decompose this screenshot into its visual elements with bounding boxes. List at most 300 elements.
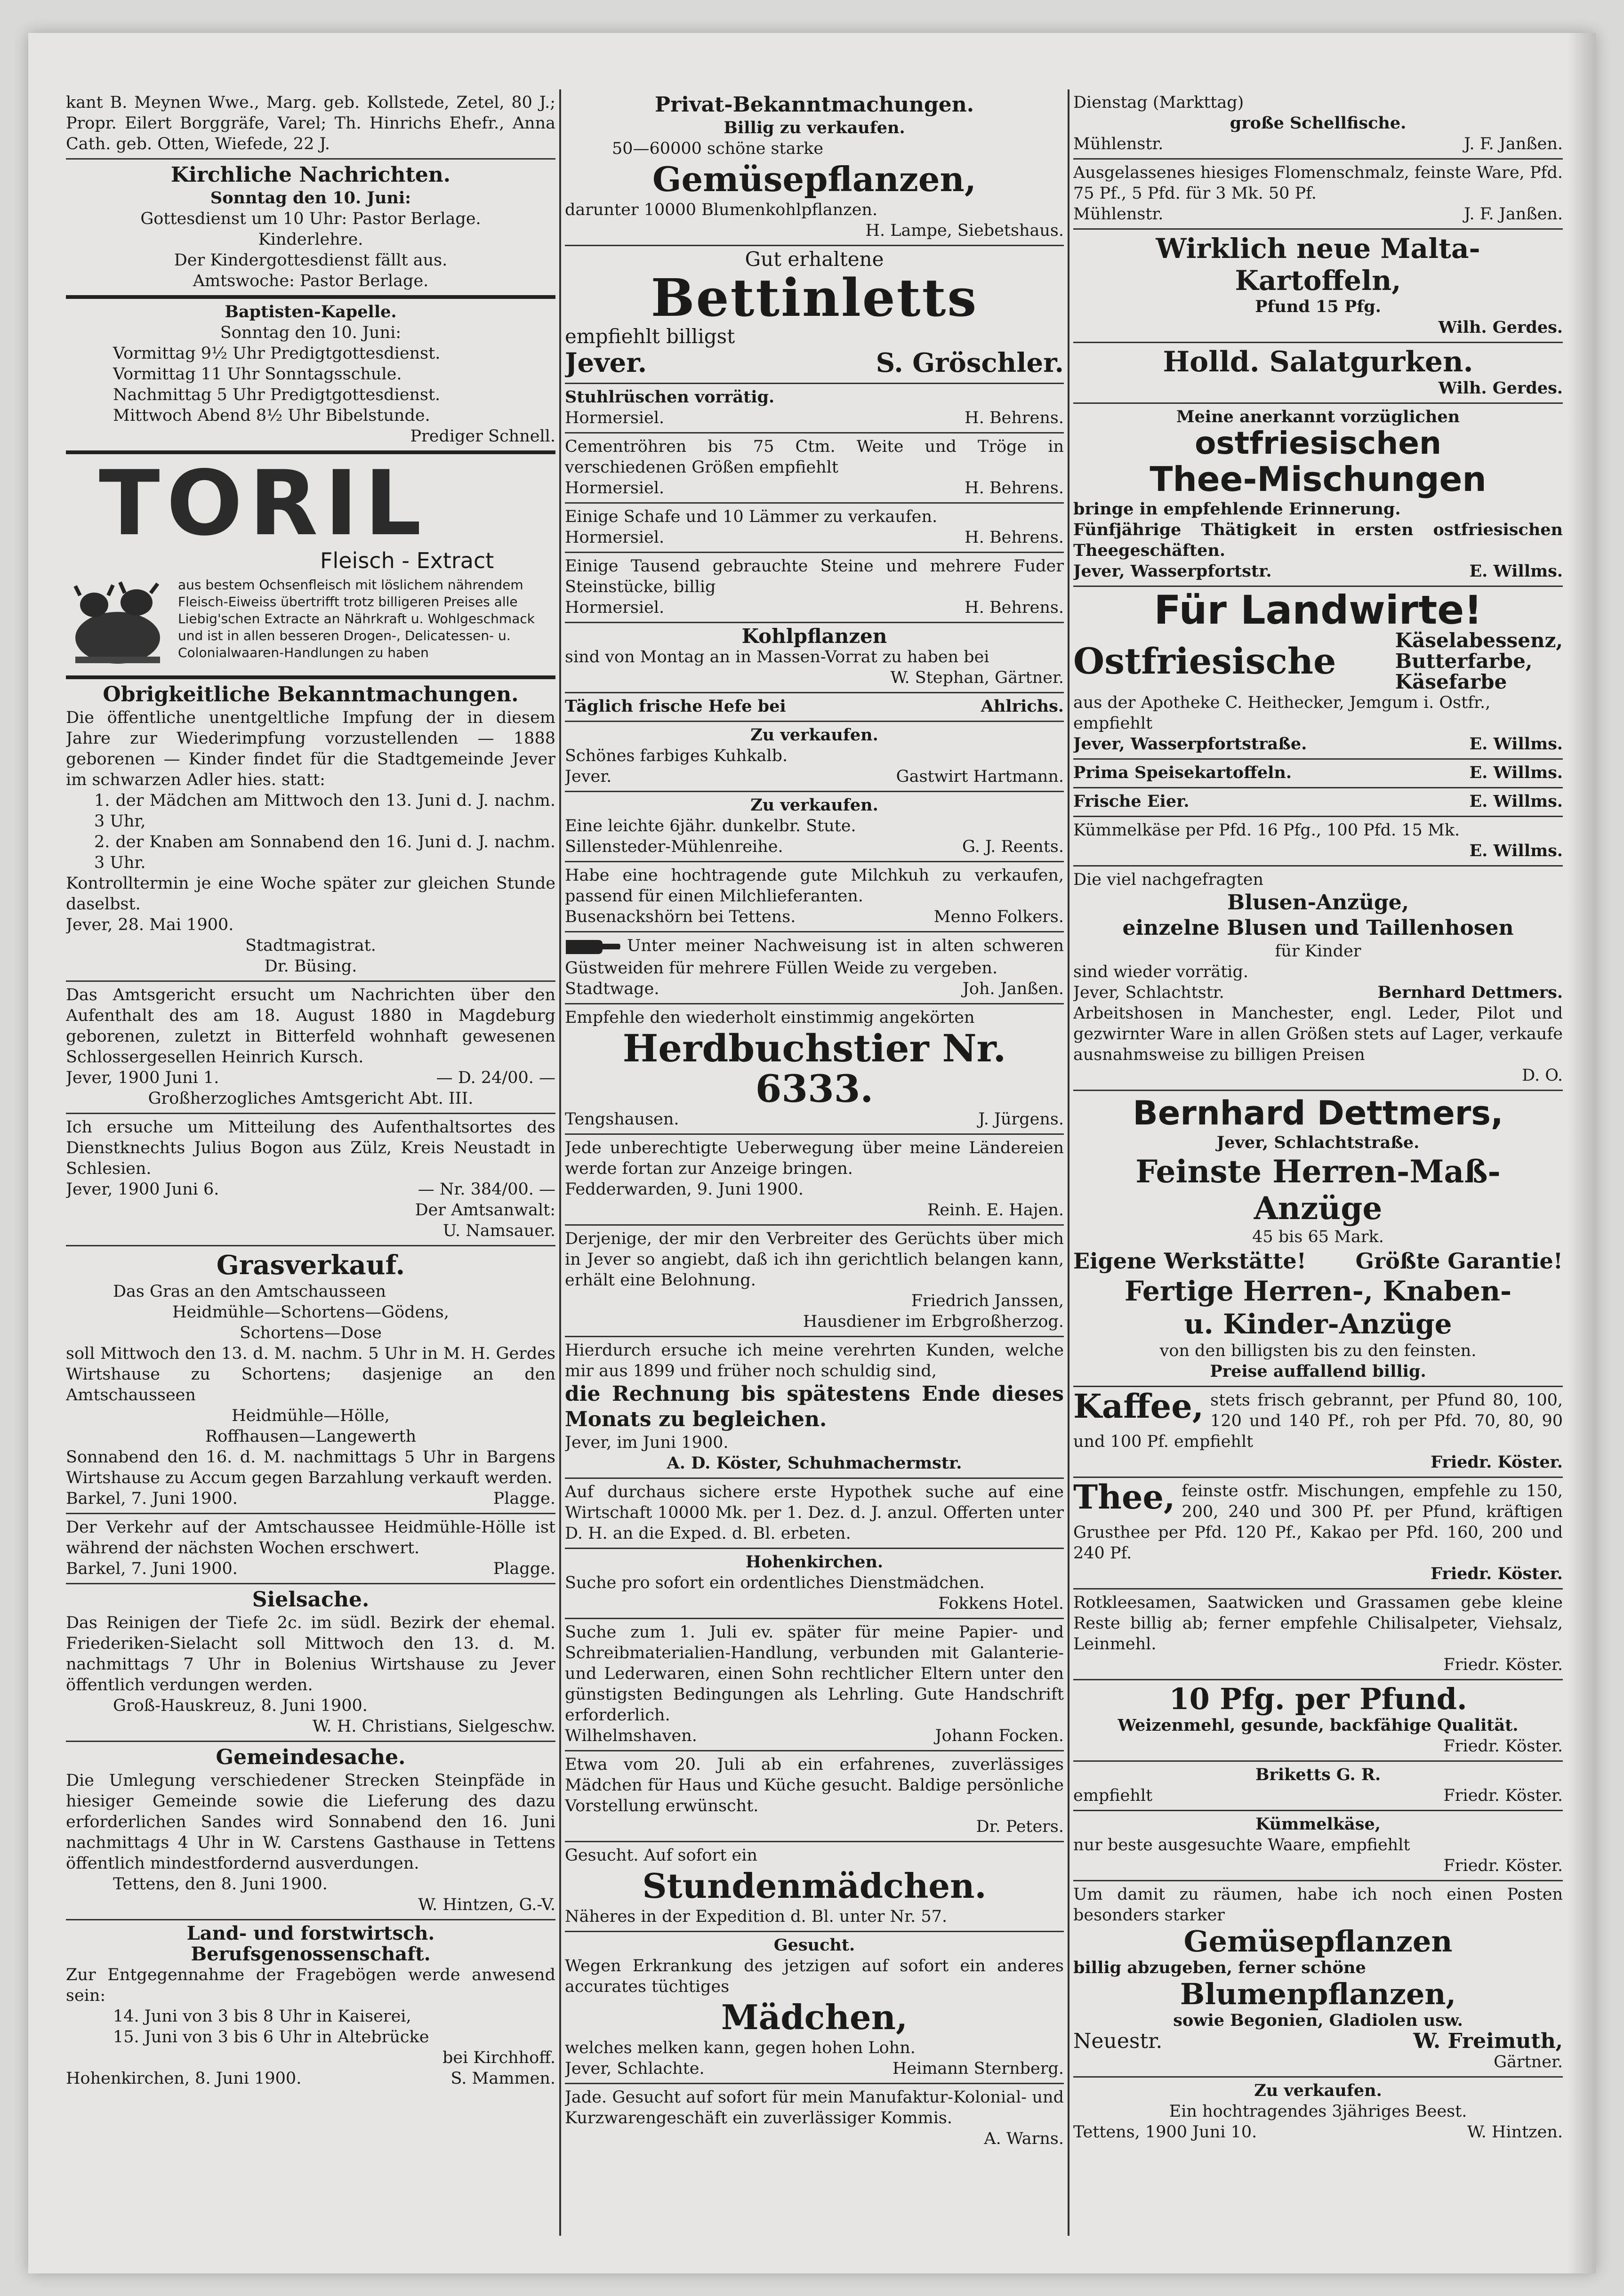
ad-sign: W. Stephan, Gärtner. (890, 668, 1064, 687)
ad-row (1073, 791, 1563, 812)
ad-line: Ein hochtragendes 3jähriges Beest. (1169, 2102, 1467, 2121)
community-date: Tettens, den 8. Juni 1900. (113, 1875, 328, 1894)
ad-line: empfiehlt (1073, 1786, 1153, 1805)
ad-headline: Feinste Herren-Maß-Anzüge (1135, 1153, 1501, 1227)
eggs-ad (1073, 788, 1563, 817)
ad-sign: Friedr. Köster. (1443, 1737, 1563, 1756)
ad-line: Fünfjährige Thätigkeit in ersten ostfriesischen Theegeschäften. (1073, 520, 1563, 560)
ad-line: 50—60000 schöne starke (612, 139, 824, 158)
grass-line: Schortens—Dose (239, 1324, 382, 1342)
ad-headline: Thee, (1073, 1477, 1175, 1517)
ad-line: nur beste ausgesuchte Waare, empfiehlt (1073, 1836, 1410, 1854)
ad-text: Rotkleesamen, Saatwicken und Grassamen gebe kleine Reste billig ab; ferner empfehle Chilisalpeter, Viehsalz, Leinmehl. (1073, 1593, 1563, 1654)
church-news-title: Kirchliche Nachrichten. (170, 163, 451, 187)
caraway-cheese-ad-2 (1073, 1811, 1563, 1881)
notice-date: Jever, 28. Mai 1900. (66, 915, 234, 934)
ad-row (565, 1109, 1064, 1130)
seeds-ad (1073, 1590, 1563, 1680)
ad-text: Unter meiner Nachweisung ist in alten schweren Güstweiden für mehrere Füllen Weide zu vergeben. (565, 936, 1064, 978)
sluice-text: Das Reinigen der Tiefe 2c. im südl. Bezirk der ehemal. Friederiken-Sielacht soll Mittwoch den 13. d. M. nachmittags 7 Uhr in Bolenius Wirtshause zu Jever öffentlich verdungen werden. (66, 1614, 555, 1694)
church-line: Der Kindergottesdienst fällt aus. (174, 251, 448, 270)
ad-place: Neuestr. (1073, 2029, 1163, 2053)
official-notices-title: Obrigkeitliche Bekanntmachungen. (103, 682, 519, 706)
ad-sign: Friedr. Köster. (1431, 1564, 1563, 1583)
ad-sign: Gastwirt Hartmann. (896, 767, 1064, 786)
death-notices (66, 89, 555, 160)
ad-line: 45 bis 65 Mark. (1252, 1228, 1384, 1246)
ad-place: Sillensteder-Mühlenreihe. (565, 837, 783, 856)
ad-line: Käselabessenz, (1395, 629, 1563, 652)
ad-line: Stuhlrüschen vorrätig. (565, 387, 775, 407)
search-sign: Der Amtsanwalt: (415, 1201, 555, 1220)
ad-text: Derjenige, der mir den Verbreiter des Gerüchts über mich in Jever so angiebt, daß ich ihn gerichtlich belangen kann, erhält eine Belohnung. (565, 1229, 1064, 1290)
vegetable-plants-ad (565, 89, 1064, 246)
ad-row (565, 408, 1064, 428)
ad-sign: Bernhard Dettmers. (1377, 983, 1563, 1002)
ad-line: Käsefarbe (1395, 670, 1507, 693)
ad-text: Täglich frische Hefe bei (565, 697, 786, 716)
ad-headline: Gemüsepflanzen, (652, 159, 976, 199)
court-ref: — D. 24/00. — (436, 1068, 555, 1087)
pasture-ad (565, 932, 1064, 1004)
ad-row (1073, 763, 1563, 783)
yeast-ad (565, 693, 1064, 722)
court-notice (66, 982, 555, 1114)
ad-text: Jede unberechtigte Ueberwegung über meine Ländereien werde fortan zur Anzeige bringen. (565, 1139, 1064, 1178)
ad-line: Butterfarbe, (1395, 650, 1533, 673)
ad-row (1073, 734, 1563, 755)
ad-text: Cementröhren bis 75 Ctm. Weite und Tröge in verschiedenen Größen empfiehlt (565, 437, 1064, 477)
ad-row (565, 527, 1064, 548)
ad-line: Suche pro sofort ein ordentliches Dienstmädchen. (565, 1573, 985, 1592)
grass-line: Heidmühle—Schortens—Gödens, (172, 1303, 449, 1322)
ad-place: Jever, Schlachtstr. (1073, 983, 1224, 1002)
rumor-notice (565, 1226, 1064, 1337)
agricultural-text: Zur Entgegennahme der Fragebögen werde anwesend sein: (66, 1966, 555, 2005)
baptist-title: Baptisten-Kapelle. (225, 302, 397, 321)
grass-line: Heidmühle—Hölle, (232, 1406, 390, 1425)
ad-row (565, 597, 1064, 618)
ad-line: Schönes farbiges Kuhkalb. (565, 747, 788, 765)
agricultural-line: 14. Juni von 3 bis 8 Uhr in Kaiserei, (113, 2007, 411, 2026)
ad-place: Jever, Schlachte. (565, 2059, 705, 2078)
ad-sign: D. O. (1522, 1066, 1563, 1085)
ad-line: billig abzugeben, ferner schöne (1073, 1958, 1366, 1977)
ad-place: Stadtwage. (565, 979, 659, 998)
milkmaid-ad (565, 1932, 1064, 2084)
ad-place: Wilhelmshaven. (565, 1726, 697, 1745)
ad-sign: J. F. Janßen. (1464, 205, 1563, 224)
column-left (66, 89, 555, 2236)
apprentice-ad (565, 1619, 1064, 1751)
ad-headline: Blusen-Anzüge, (1227, 891, 1409, 915)
ad-row (565, 2058, 1064, 2079)
ad-headline: Thee-Mischungen (1150, 459, 1487, 499)
agricultural-line: 15. Juni von 3 bis 6 Uhr in Altebrücke (113, 2028, 429, 2047)
ad-row (565, 696, 1064, 717)
ad-headline: Stundenmädchen. (642, 1866, 987, 1906)
agricultural-date: Hohenkirchen, 8. Juni 1900. (66, 2069, 302, 2088)
ad-place: Jever, Wasserpfortstr. (1073, 562, 1272, 581)
ad-sign: E. Willms. (1469, 734, 1563, 754)
maid-hotel-ad (565, 1549, 1064, 1619)
ad-row (1073, 134, 1563, 154)
ad-text: sind von Montag an in Massen-Vorrat zu haben bei (565, 648, 989, 666)
baptist-chapel (66, 299, 555, 454)
ad-sign: S. Gröschler. (876, 347, 1064, 378)
agricultural-row (66, 2068, 555, 2089)
ad-title: Zu verkaufen. (750, 725, 878, 745)
ad-line: von den billigsten bis zu den feinsten. (1159, 1341, 1477, 1360)
search-ref: — Nr. 384/00. — (418, 1180, 555, 1199)
ad-place: Mühlenstr. (1073, 135, 1164, 153)
trespass-notice (565, 1135, 1064, 1226)
ad-row (1073, 204, 1563, 225)
ad-headline: Fertige Herren-, Knaben- (1124, 1275, 1512, 1307)
ad-sign: Hausdiener im Erbgroßherzog. (803, 1312, 1064, 1331)
pointing-hand-icon (565, 935, 621, 958)
toril-subtitle: Fleisch - Extract (320, 548, 494, 573)
community-sign: W. Hintzen, G.-V. (418, 1895, 555, 1914)
ad-row (565, 1726, 1064, 1746)
heifer-ad (1073, 2078, 1563, 2146)
court-sign: Großherzogliches Amtsgericht Abt. III. (148, 1089, 474, 1108)
toril-description: aus bestem Ochsenfleisch mit löslichem nährendem Fleisch-Eiweiss übertrifft trotz billigeren Preises alle Liebig'schen Extracte an Nährkraft u. Wohlgeschmack und ist in allen besseren Drogen-, Delicatessen- u. Colonialwaaren-Handlungen zu haben (178, 577, 535, 660)
ad-text: Um damit zu räumen, habe ich noch einen Posten besonders starker (1073, 1885, 1563, 1925)
ad-row (565, 478, 1064, 498)
ad-line: Näheres in der Expedition d. Bl. unter Nr. 57. (565, 1907, 948, 1926)
private-notices-title: Privat-Bekanntmachungen. (654, 93, 974, 117)
grass-line: Das Gras an den Amtschausseen (113, 1282, 386, 1301)
stones-ad (565, 553, 1064, 623)
ad-text: Suche zum 1. Juli ev. später für meine Papier- und Schreibmaterialien-Handlung, verbunden mit Galanterie- und Lederwaren, einen Sohn rechtlicher Eltern unter den günstigsten Bedingungen als Lehrling. Gute Handschrift erforderlich. (565, 1623, 1064, 1725)
clerk-ad (565, 2084, 1064, 2153)
ad-sign: H. Behrens. (965, 598, 1064, 617)
traffic-sign: Plagge. (493, 1559, 555, 1578)
ad-line: sowie Begonien, Gladiolen usw. (1173, 2011, 1463, 2030)
grass-text: soll Mittwoch den 13. d. M. nachm. 5 Uhr in M. H. Gerdes Wirtshause zu Schortens; dasjenige an den Amtschausseen (66, 1344, 555, 1405)
ad-line: Gesucht. Auf sofort ein (565, 1846, 757, 1865)
ad-sign: Wilh. Gerdes. (1438, 378, 1563, 398)
ad-sign: A. Warns. (984, 2129, 1064, 2148)
cattle-illustration (66, 577, 169, 671)
ad-title: Briketts G. R. (1255, 1765, 1381, 1784)
notice-item: 2. der Knaben am Sonnabend den 16. Juni d. J. nachm. 3 Uhr. (94, 833, 555, 872)
ad-row (565, 766, 1064, 787)
table-potatoes-ad (1073, 760, 1563, 788)
church-news (66, 160, 555, 299)
ad-row (565, 907, 1064, 927)
ad-text: Auf durchaus sichere erste Hypothek suche auf eine Wirtschaft 10000 Mk. per 1. Dez. d. J. anzul. Offerten unter D. H. an die Exped. d. Bl. erbeten. (565, 1483, 1064, 1543)
flour-ad (1073, 1680, 1563, 1762)
hourly-maid-ad (565, 1842, 1064, 1932)
ad-line: aus der Apotheke C. Heithecker, Jemgum i. Ostfr., (1073, 693, 1491, 712)
court-date: Jever, 1900 Juni 1. (66, 1068, 219, 1087)
ad-line: empfiehlt (1073, 714, 1153, 733)
ad-headline: 10 Pfg. per Pfund. (1169, 1682, 1467, 1716)
coffee-ad (1073, 1387, 1563, 1478)
church-line: Amtswoche: Pastor Berlage. (193, 272, 429, 290)
ad-place: Busenackshörn bei Tettens. (565, 907, 796, 926)
court-text: Das Amtsgericht ersucht um Nachrichten über den Aufenthalt des am 18. August 1880 in Magdeburg geborenen, zuletzt in Bitterfeld wohnhaft gewesenen Schlossergesellen Heinrich Kursch. (66, 986, 555, 1067)
ad-date: Tettens, 1900 Juni 10. (1073, 2123, 1257, 2142)
court-row (66, 1068, 555, 1088)
ad-place: Jever. (565, 767, 612, 786)
search-notice (66, 1114, 555, 1246)
search-row (66, 1179, 555, 1200)
bettinletts-ad (565, 246, 1064, 384)
ad-sign: H. Behrens. (965, 528, 1064, 547)
ad-headline: Mädchen, (721, 1997, 908, 2037)
ad-sign: E. Willms. (1469, 792, 1563, 811)
ad-sign: Heimann Sternberg. (892, 2059, 1064, 2078)
ad-place: Jever. (565, 347, 647, 378)
ad-line: welches melken kann, gegen hohen Lohn. (565, 2039, 916, 2057)
ad-line: Dienstag (Markttag) (1073, 93, 1244, 112)
ad-text: Größte Garantie! (1355, 1248, 1563, 1274)
community-text: Die Umlegung verschiedener Strecken Steinpfäde in hiesiger Gemeinde sowie die Lieferung des dazu erforderlichen Sandes wird Sonnabend den 16. Juni nachmittags 4 Uhr in W. Carstens Gasthause in Tettens öffentlich mindestfordernd ausverdungen. (66, 1771, 555, 1873)
ad-date: Jever, im Juni 1900. (565, 1433, 729, 1452)
ad-row (1073, 1785, 1563, 1806)
ad-row (1073, 982, 1563, 1003)
ad-place: Hormersiel. (565, 409, 665, 427)
ad-line: für Kinder (1275, 942, 1361, 961)
nursery-ad (1073, 1881, 1563, 2078)
community-notice (66, 1742, 555, 1920)
ad-text: Prima Speisekartoffeln. (1073, 763, 1292, 782)
grass-row (66, 1488, 555, 1509)
ad-place: Mühlenstr. (1073, 205, 1164, 224)
ad-text: Einige Schafe und 10 Lämmer zu verkaufen. (565, 507, 938, 526)
search-text: Ich ersuche um Mitteilung des Aufenthaltsortes des Dienstknechts Julius Bogon aus Zülz, Kreis Neustadt in Schlesien. (66, 1118, 555, 1178)
housemaid-ad (565, 1751, 1064, 1842)
church-line: Gottesdienst um 10 Uhr: Pastor Berlage. (140, 209, 481, 228)
newspaper-page (28, 33, 1596, 2273)
ad-headline: die Rechnung bis spätestens Ende dieses Monats zu begleichen. (565, 1382, 1064, 1431)
potatoes-ad (1073, 230, 1563, 343)
ad-headline: Blumenpflanzen, (1180, 1977, 1456, 2011)
baptist-line: Mittwoch Abend 8½ Uhr Bibelstunde. (113, 406, 430, 425)
ad-headline: Bettinletts (651, 267, 978, 328)
ad-line: Pfund 15 Pfg. (1255, 297, 1381, 316)
ad-text: Frische Eier. (1073, 792, 1190, 811)
ad-text: Ausgelassenes hiesiges Flomenschmalz, feinste Ware, Pfd. 75 Pf., 5 Pfd. für 3 Mk. 50 Pf. (1073, 163, 1563, 203)
ad-sign: Gärtner. (1494, 2053, 1563, 2071)
invoice-notice (565, 1337, 1064, 1479)
ad-line: Empfehle den wiederholt einstimmig angekörten (565, 1008, 975, 1027)
ad-row (1073, 1247, 1563, 1275)
ad-sign: Friedrich Janssen, (911, 1292, 1064, 1310)
ad-place: Jever, Wasserpfortstraße. (1073, 734, 1307, 754)
church-line: Kinderlehre. (258, 230, 363, 249)
ad-date: Fedderwarden, 9. Juni 1900. (565, 1180, 804, 1199)
tailor-ad (1073, 1091, 1563, 1387)
ad-title: Kümmelkäse, (1255, 1814, 1381, 1834)
ad-place: Tengshausen. (565, 1110, 679, 1129)
agricultural-line: bei Kirchhoff. (442, 2048, 555, 2067)
church-date: Sonntag den 10. Juni: (210, 188, 411, 208)
ad-line: große Schellfische. (1230, 113, 1407, 133)
ad-subtitle: Billig zu verkaufen. (724, 118, 905, 137)
column-right (1073, 89, 1563, 2236)
lard-ad (1073, 160, 1563, 230)
ad-headline: ostfriesischen (1195, 425, 1441, 461)
sluice-date: Groß-Hauskreuz, 8. Juni 1900. (113, 1696, 368, 1715)
ad-place: Hormersiel. (565, 479, 665, 498)
ad-headline: Für Landwirte! (1154, 587, 1482, 633)
ad-title: Hohenkirchen. (745, 1552, 884, 1572)
ad-sign: E. Willms. (1469, 841, 1563, 860)
ad-place: Hormersiel. (565, 528, 665, 547)
ad-line: Eine leichte 6jähr. dunkelbr. Stute. (565, 817, 856, 835)
sluice-title: Sielsache. (252, 1588, 370, 1612)
baptist-line: Vormittag 11 Uhr Sonntagsschule. (113, 365, 402, 384)
ad-headline: u. Kinder-Anzüge (1184, 1308, 1452, 1340)
agricultural-sign: S. Mammen. (450, 2069, 555, 2088)
bull-ad (565, 1004, 1064, 1135)
grass-sign: Plagge. (493, 1489, 555, 1508)
calf-ad (565, 722, 1064, 792)
ad-sign: Friedr. Köster. (1431, 1453, 1563, 1472)
ad-text: Etwa vom 20. Juli ab ein erfahrenes, zuverlässiges Mädchen für Haus und Küche gesucht. Baldige persönliche Vorstellung erwünscht. (565, 1755, 1064, 1815)
ad-line: darunter 10000 Blumenkohlpflanzen. (565, 201, 878, 219)
toril-advertisement (66, 451, 555, 679)
ad-headline: Holld. Salatgurken. (1163, 345, 1473, 378)
ad-title: Gesucht. (773, 1935, 855, 1955)
ad-text: Arbeitshosen in Manchester, engl. Leder, Pilot und gezwirnter Ware in allen Größen stets auf Lager, verkaufe ausnahmsweise zu billigen Preisen (1073, 1004, 1563, 1064)
sluice-sign: W. H. Christians, Sielgeschw. (312, 1717, 555, 1736)
search-date: Jever, 1900 Juni 6. (66, 1180, 219, 1199)
ad-sign: W. Hintzen. (1467, 2123, 1563, 2142)
briquettes-ad (1073, 1762, 1563, 1811)
ad-sign: H. Lampe, Siebetshaus. (865, 221, 1064, 240)
ad-line: empfiehlt billigst (565, 325, 735, 348)
column-rule (559, 89, 561, 2236)
notice-text: Kontrolltermin je eine Woche später zur gleichen Stunde daselbst. (66, 874, 555, 914)
notice-item: 1. der Mädchen am Mittwoch den 13. Juni d. J. nachm. 3 Uhr, (94, 791, 555, 831)
ad-sign: W. Freimuth, (1413, 2029, 1563, 2053)
ad-sign: Joh. Janßen. (962, 979, 1064, 998)
toril-logo: TORIL (99, 451, 428, 555)
ad-sign: E. Willms. (1469, 763, 1563, 782)
ad-text: Hierdurch ersuche ich meine verehrten Kunden, welche mir aus 1899 und früher noch schuldig sind, (565, 1341, 1064, 1381)
ad-sign: Friedr. Köster. (1443, 1786, 1563, 1805)
haddock-ad (1073, 89, 1563, 160)
chair-ad (565, 384, 1064, 434)
notice-sign: Dr. Büsing. (264, 957, 357, 976)
ad-sign: Fokkens Hotel. (938, 1594, 1064, 1613)
ad-text: Kümmelkäse per Pfd. 16 Pfg., 100 Pfd. 15 Mk. (1073, 821, 1460, 840)
ad-text: Einige Tausend gebrauchte Steine und mehrere Fuder Steinstücke, billig (565, 557, 1064, 596)
ad-sign: H. Behrens. (965, 409, 1064, 427)
ad-line: Jever, Schlachtstraße. (1216, 1133, 1420, 1152)
ad-text: Jade. Gesucht auf sofort für mein Manufaktur-Kolonial- und Kurzwarengeschäft ein zuverlässiger Kommis. (565, 2088, 1064, 2127)
notice-text: Die öffentliche unentgeltliche Impfung der in diesem Jahre zur Wiederimpfung vorzustellenden — 1888 geborenen — Kinder findet für die Stadtgemeinde Jever im schwarzen Adler hies. statt: (66, 708, 555, 789)
ad-line: sind wieder vorrätig. (1073, 963, 1249, 981)
ad-sign: H. Behrens. (965, 479, 1064, 498)
ad-title: Kohlpflanzen (741, 625, 887, 648)
ad-headline: Bernhard Dettmers, (1133, 1094, 1503, 1132)
grass-sale (66, 1246, 555, 1514)
baptist-line: Vormittag 9½ Uhr Predigtgottesdienst. (113, 344, 441, 363)
ad-row (1073, 2031, 1563, 2052)
ad-row (565, 836, 1064, 857)
baptist-line: Nachmittag 5 Uhr Predigtgottesdienst. (113, 385, 441, 404)
cabbage-plants-ad (565, 623, 1064, 693)
ad-sign: Ahlrichs. (981, 697, 1064, 716)
grass-line: Roffhausen—Langewerth (205, 1427, 417, 1446)
tea-blends-ad (1073, 404, 1563, 587)
search-sign: U. Namsauer. (442, 1221, 555, 1240)
ad-headline: einzelne Blusen und Taillenhosen (1122, 916, 1514, 940)
column-rule (1068, 89, 1069, 2236)
ad-text: Eigene Werkstätte! (1073, 1248, 1306, 1274)
ad-headline: Kaffee, (1073, 1387, 1204, 1426)
ad-line: Weizenmehl, gesunde, backfähige Qualität. (1118, 1716, 1519, 1735)
official-notice-vaccination (66, 679, 555, 982)
ad-sign: E. Willms. (1469, 562, 1563, 581)
ad-sign: Dr. Peters. (976, 1817, 1064, 1836)
ad-line: Preise auffallend billig. (1210, 1362, 1426, 1381)
ad-sign: Friedr. Köster. (1443, 1655, 1563, 1674)
ad-sign: J. Jürgens. (978, 1110, 1064, 1129)
caraway-cheese-ad (1073, 817, 1563, 867)
farmers-ad (1073, 587, 1563, 760)
ad-sign: Friedr. Köster. (1443, 1856, 1563, 1875)
ad-text: Wegen Erkrankung des jetzigen auf sofort ein anderes accurates tüchtiges (565, 1957, 1064, 1996)
ad-headline: Herdbuchstier Nr. 6333. (622, 1026, 1006, 1111)
ad-line: Meine anerkannt vorzüglichen (1176, 407, 1460, 426)
agricultural-notice (66, 1920, 555, 2093)
ad-line: Gut erhaltene (745, 248, 884, 271)
ad-sign: Menno Folkers. (933, 907, 1064, 926)
ad-title: Zu verkaufen. (750, 795, 878, 815)
ad-sign: Reinh. E. Hajen. (927, 1201, 1064, 1220)
blouses-ad (1073, 867, 1563, 1091)
ad-place: Hormersiel. (565, 598, 665, 617)
notice-sign: Stadtmagistrat. (245, 936, 376, 955)
ad-headline: Ostfriesische (1073, 640, 1336, 682)
mortgage-ad (565, 1479, 1064, 1549)
ad-text: stets frisch gebrannt, per Pfund 80, 100, 120 und 140 Pf., roh per Pfd. 70, 80, 90 und 100 Pf. empfiehlt (1073, 1391, 1563, 1451)
ad-title: Zu verkaufen. (1254, 2081, 1382, 2100)
baptist-sign: Prediger Schnell. (410, 427, 555, 446)
ad-sign: J. F. Janßen. (1464, 135, 1563, 153)
column-middle (565, 89, 1064, 2236)
sheep-ad (565, 504, 1064, 553)
grass-sale-title: Grasverkauf. (216, 1250, 405, 1281)
cucumbers-ad (1073, 343, 1563, 404)
sluice-notice (66, 1584, 555, 1742)
agricultural-title: Land- und forstwirtsch. Berufsgenossenschaft. (186, 1922, 435, 1965)
ad-line: bringe in empfehlende Erinnerung. (1073, 499, 1401, 519)
grass-date: Barkel, 7. Juni 1900. (66, 1489, 238, 1508)
baptist-date: Sonntag den 10. Juni: (220, 323, 402, 342)
ad-row (565, 979, 1064, 999)
ad-text: feinste ostfr. Mischungen, empfehle zu 150, 200, 240 und 300 Pf. per Pfund, kräftigen Grusthee per Pfd. 120 Pf., Kakao per Pfd. 160, 200 und 240 Pf. (1073, 1482, 1563, 1563)
grass-text: Sonnabend den 16. d. M. nachmittags 5 Uhr in Bargens Wirtshause zu Accum gegen Barzahlung verkauft werden. (66, 1448, 555, 1487)
traffic-date: Barkel, 7. Juni 1900. (66, 1559, 238, 1578)
ad-row (1073, 561, 1563, 582)
traffic-row (66, 1558, 555, 1579)
milk-cow-ad (565, 862, 1064, 932)
cement-pipes-ad (565, 434, 1064, 504)
ad-row (1073, 2122, 1563, 2143)
ad-headline: Gemüsepflanzen (1183, 1924, 1453, 1959)
ad-sign: G. J. Reents. (962, 837, 1064, 856)
tea-ad (1073, 1478, 1563, 1590)
ad-sign: Johann Focken. (935, 1726, 1064, 1745)
